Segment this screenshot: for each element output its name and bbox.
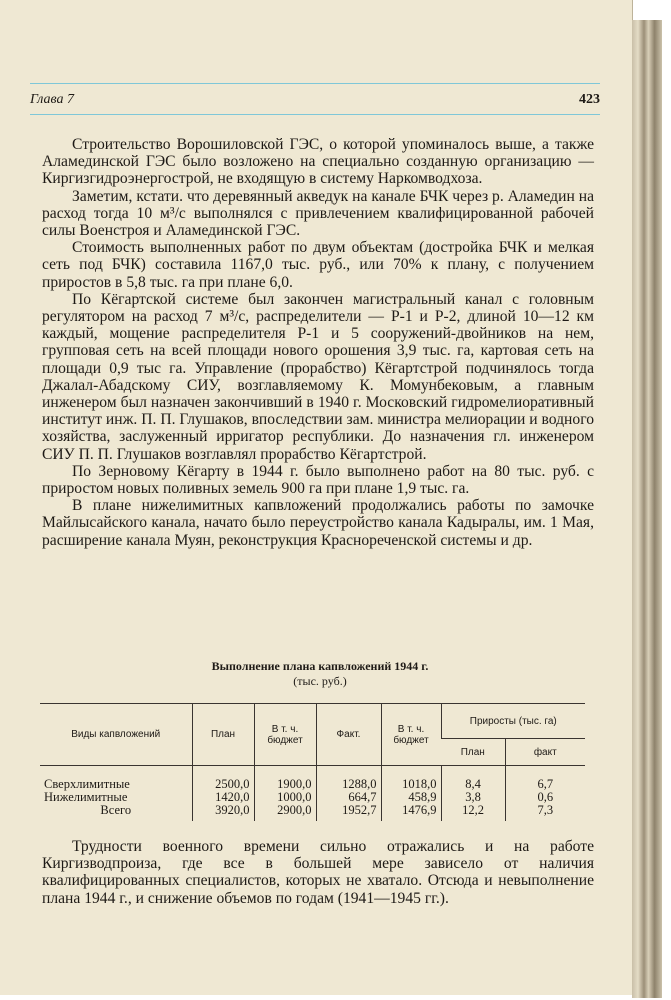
paragraph: Строительство Ворошиловской ГЭС, о которой упоминалось выше, а также Аламединской ГЭС было возложено на специально созданную организацию — Киргизгидроэнергострой, не входящую в систему Наркомводхоза. — [42, 136, 594, 188]
row-fact: 664,7 — [316, 791, 381, 804]
row-fact: 1288,0 — [316, 766, 381, 792]
row-growth-fact: 6,7 — [505, 766, 585, 792]
row-plan-budget: 1900,0 — [254, 766, 316, 792]
header-fact-budget: В т. ч. бюджет — [381, 704, 441, 766]
paragraph: По Зерновому Кёгарту в 1944 г. было выполнено работ на 80 тыс. руб. с приростом новых поливных земель 900 га при плане 1,9 тыс. га. — [42, 462, 594, 498]
capital-investment-table — [40, 703, 585, 821]
table-row-total — [40, 804, 585, 821]
book-spine-edge — [632, 20, 662, 998]
header-plan: План — [192, 704, 254, 766]
row-kind: Нижелимитные — [44, 790, 128, 804]
row-plan-budget: 1000,0 — [254, 791, 316, 804]
page-number: 423 — [579, 92, 600, 107]
row-fact-budget: 1476,9 — [381, 804, 441, 821]
header-kind: Виды капвложений — [40, 704, 192, 766]
row-plan: 3920,0 — [192, 804, 254, 821]
row-growth-fact: 0,6 — [505, 791, 585, 804]
row-fact-budget: 1018,0 — [381, 766, 441, 792]
row-kind: Всего — [100, 803, 132, 817]
paragraph: Заметим, кстати. что деревянный акведук на канале БЧК через р. Аламедин на расход тогда 10 м³/с выполнялся с привлечением квалифицированной рабочей силы Военстроя и Аламединской ГЭС. — [42, 187, 594, 240]
row-kind: Сверхлимитные — [44, 777, 130, 791]
row-plan: 1420,0 — [192, 791, 254, 804]
paragraph: Трудности военного времени сильно отражались и на работе Киргизводпроиза, где все в большей мере зависело от наличия квалифицированных специалистов, которых не хватало. Отсюда и невыполнение плана 1944 г., и снижение объемов по годам (1941—1945 гг.). — [42, 838, 594, 907]
header-rule-bottom — [30, 114, 600, 115]
row-fact-budget: 458,9 — [381, 791, 441, 804]
header-plan-budget: В т. ч. бюджет — [254, 704, 316, 766]
table-title: Выполнение плана капвложений 1944 г. — [211, 659, 429, 673]
header-growth-plan: План — [441, 739, 505, 766]
closing-text — [42, 838, 594, 907]
header-fact: Факт. — [316, 704, 381, 766]
paragraph: Стоимость выполненных работ по двум объектам (достройка БЧК и мелкая сеть под БЧК) составила 1167,0 тыс. руб., или 70% к плану, с получением приростов в 5,8 тыс. га при плане 6,0. — [42, 239, 594, 291]
header-growth: Приросты (тыс. га) — [441, 704, 585, 739]
row-plan-budget: 2900,0 — [254, 804, 316, 821]
page-header — [30, 92, 600, 112]
row-growth-fact: 7,3 — [505, 804, 585, 821]
header-rule-top — [30, 83, 600, 84]
body-text — [42, 136, 594, 549]
table-row — [40, 766, 585, 792]
row-growth-plan: 12,2 — [441, 804, 505, 821]
row-plan: 2500,0 — [192, 766, 254, 792]
row-growth-plan: 3,8 — [441, 791, 505, 804]
paragraph: В плане нижелимитных капвложений продолжались работы по замочке Майлысайского канала, начато было переустройство канала Кадыралы, им. 1 Мая, расширение канала Муян, реконструкция Краснореченской системы и др. — [42, 497, 594, 549]
paragraph: По Кёгартской системе был закончен магистральный канал с головным регулятором на расход 7 м³/с, распределители — Р-1 и Р-2, длиной 10—12 км каждый, мощение распределителя Р-1 и 5 сооружений-двойников на нем, групповая сеть на всей площади нового орошения 3,9 тыс. га, картовая сеть на площади 0,9 тыс га. Управление (прорабство) Кёгартстрой подчинялось тогда Джалал-Абадскому СИУ, возглавляемому К. Момунбековым, а главным инженером был назначен закончивший в 1940 г. Московский гидромелиоративный институт инж. П. П. Глушаков, впоследствии зам. министра мелиорации и водного хозяйства, заслуженный ирригатор республики. До назначения гл. инженером СИУ П. П. Глушаков возглавлял прорабство Кёгартстрой. — [42, 290, 594, 463]
row-growth-plan: 8,4 — [441, 766, 505, 792]
table-unit: (тыс. руб.) — [293, 674, 347, 688]
row-fact: 1952,7 — [316, 804, 381, 821]
chapter-title: Глава 7 — [30, 92, 74, 107]
header-growth-fact: факт — [505, 739, 585, 766]
